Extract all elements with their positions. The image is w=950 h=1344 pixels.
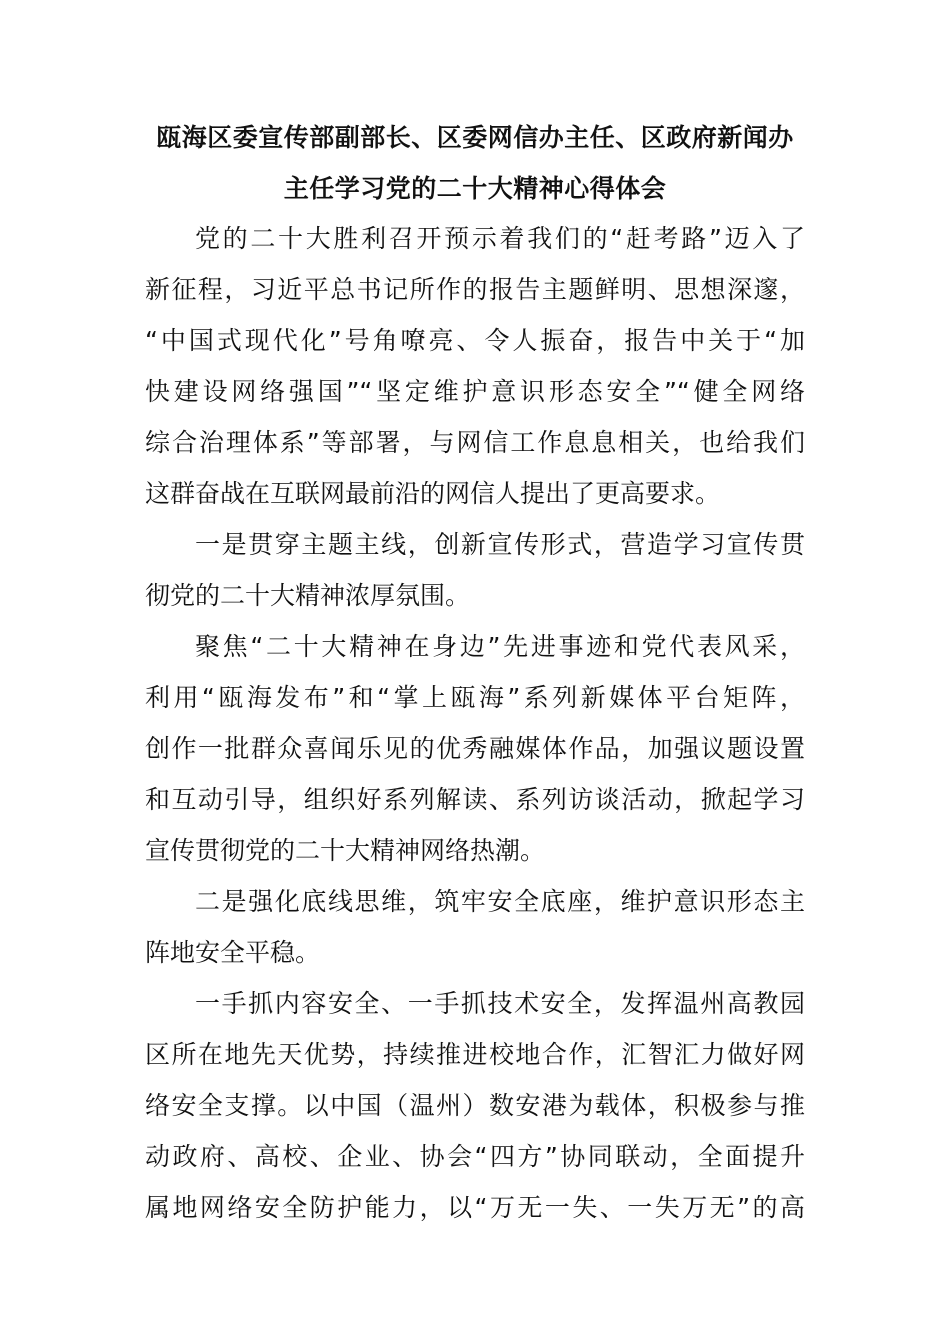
paragraph-line: 一是贯穿主题主线，创新宣传形式，营造学习宣传贯	[195, 530, 805, 559]
paragraph-line: 党的二十大胜利召开预示着我们的“赶考路”迈入了	[195, 224, 805, 253]
paragraph-line: 和互动引导，组织好系列解读、系列访谈活动，掀起学习	[145, 785, 805, 814]
document-title-line-1: 瓯海区委宣传部副部长、区委网信办主任、区政府新闻办	[156, 123, 794, 152]
paragraph-line: 一手抓内容安全、一手抓技术安全，发挥温州高教园	[195, 989, 805, 1018]
paragraph-line: 宣传贯彻党的二十大精神网络热潮。	[145, 836, 546, 865]
document-title-line-2: 主任学习党的二十大精神心得体会	[283, 174, 667, 203]
paragraph-line: 二是强化底线思维，筑牢安全底座，维护意识形态主	[195, 887, 805, 916]
paragraph-line: 这群奋战在互联网最前沿的网信人提出了更高要求。	[145, 479, 721, 508]
paragraph-line: 利用“瓯海发布”和“掌上瓯海”系列新媒体平台矩阵，	[145, 683, 805, 712]
paragraph-line: 新征程，习近平总书记所作的报告主题鲜明、思想深邃，	[145, 275, 805, 304]
paragraph-line: 区所在地先天优势，持续推进校地合作，汇智汇力做好网	[145, 1040, 805, 1069]
paragraph-line: 彻党的二十大精神浓厚氛围。	[145, 581, 471, 610]
paragraph-line: 阵地安全平稳。	[145, 938, 321, 967]
paragraph-line: 综合治理体系”等部署，与网信工作息息相关，也给我们	[145, 428, 805, 457]
paragraph-line: 快建设网络强国”“坚定维护意识形态安全”“健全网络	[145, 377, 805, 406]
paragraph-line: “中国式现代化”号角嘹亮、令人振奋，报告中关于“加	[145, 326, 805, 355]
paragraph-line: 络安全支撑。以中国（温州）数安港为载体，积极参与推	[145, 1091, 805, 1120]
paragraph-line: 动政府、高校、企业、协会“四方”协同联动，全面提升	[145, 1142, 805, 1171]
paragraph-line: 属地网络安全防护能力，以“万无一失、一失万无”的高	[145, 1193, 805, 1222]
paragraph-line: 聚焦“二十大精神在身边”先进事迹和党代表风采，	[195, 632, 805, 661]
paragraph-line: 创作一批群众喜闻乐见的优秀融媒体作品，加强议题设置	[145, 734, 805, 763]
